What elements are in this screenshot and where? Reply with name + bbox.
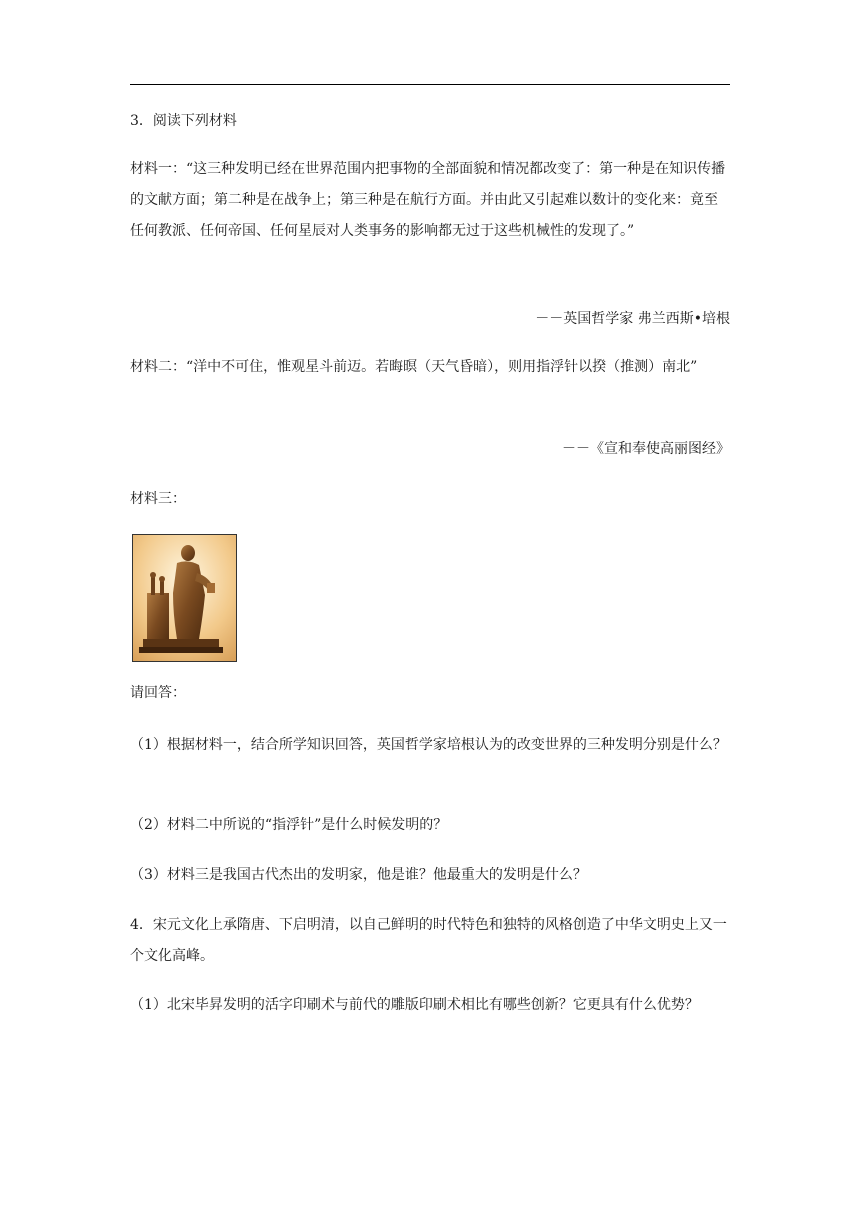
q4-text: 4．宋元文化上承隋唐、下启明清，以自己鲜明的时代特色和独特的风格创造了中华文明史上又一个文化高峰。	[130, 917, 727, 964]
q4-sub-question-1: （1）北宋毕昇发明的活字印刷术与前代的雕版印刷术相比有哪些创新？它更具有什么优势？	[130, 997, 699, 1013]
q3-sub-question-2: （2）材料二中所说的“指浮针”是什么时候发明的？	[130, 817, 448, 833]
answer-prompt: 请回答：	[130, 685, 186, 701]
q3-heading: 3．阅读下列材料	[130, 113, 237, 129]
material-2-source: －－《宣和奉使高丽图经》	[562, 441, 730, 457]
header-rule	[130, 84, 730, 85]
q3-sub-question-1: （1）根据材料一，结合所学知识回答，英国哲学家培根认为的改变世界的三种发明分别是什么？	[130, 737, 727, 753]
statue-illustration	[133, 535, 236, 661]
material-1-text: 材料一：“这三种发明已经在世界范围内把事物的全部面貌和情况都改变了：第一种是在知识传播的文献方面；第二种是在战争上；第三种是在航行方面。并由此又引起难以数计的变化来：竟至任何教派、任何帝国、任何星辰对人类事务的影响都无过于这些机械性的发现了。”	[130, 161, 726, 239]
material-2-text: 材料二：“洋中不可住，惟观星斗前迈。若晦暝（天气昏暗），则用指浮针以揆（推测）南北”	[130, 359, 698, 375]
bronze-statue-photo	[132, 534, 237, 662]
material-1-source: －－英国哲学家 弗兰西斯•培根	[535, 311, 730, 327]
q3-sub-question-3: （3）材料三是我国古代杰出的发明家，他是谁？他最重大的发明是什么？	[130, 867, 587, 883]
material-3-label: 材料三：	[130, 491, 186, 507]
